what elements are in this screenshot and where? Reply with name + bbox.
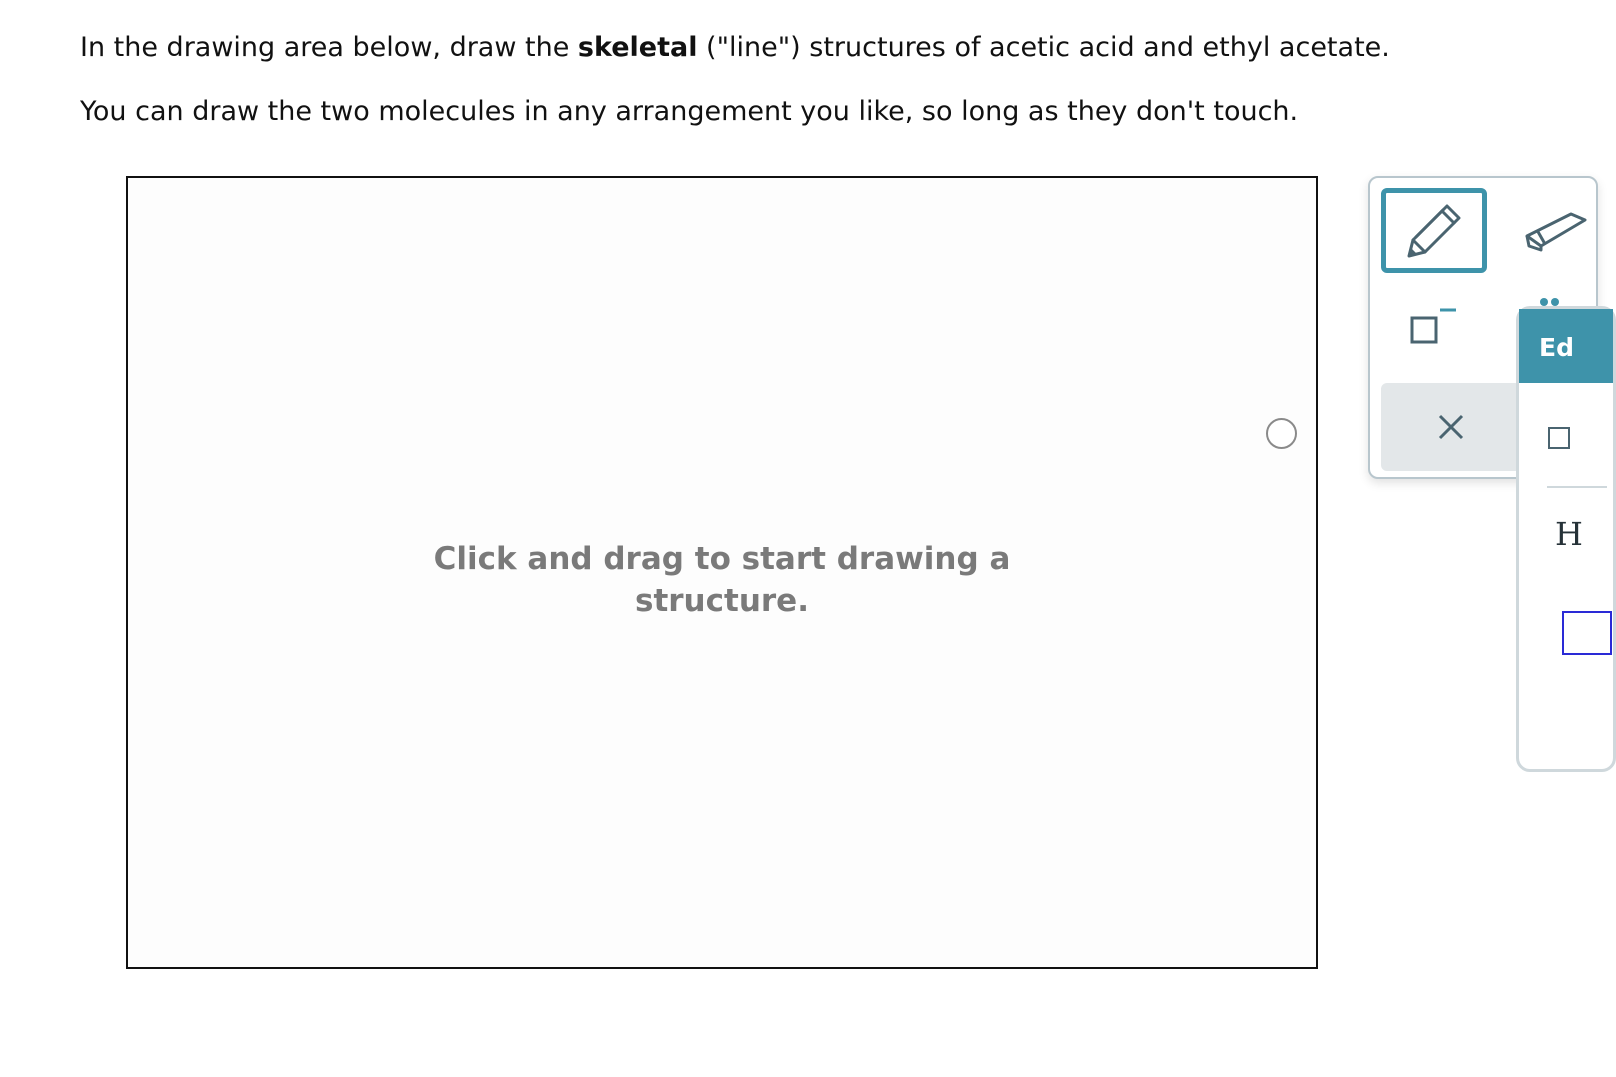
instruction-line-2: You can draw the two molecules in any arrangement you like, so long as they don't touch. bbox=[80, 96, 1299, 127]
element-input[interactable] bbox=[1562, 611, 1612, 655]
charge-tool-button[interactable] bbox=[1398, 296, 1468, 356]
instruction-bold-term: skeletal bbox=[577, 32, 698, 63]
clear-button[interactable] bbox=[1381, 383, 1521, 471]
close-icon bbox=[1436, 412, 1466, 442]
instruction-line-1 bbox=[80, 32, 1390, 63]
placeholder-line: Click and drag to start drawing a bbox=[433, 541, 1011, 577]
more-options-icon[interactable] bbox=[1535, 296, 1565, 306]
instruction-text: In the drawing area below, draw the bbox=[80, 32, 578, 63]
element-label: H bbox=[1555, 515, 1583, 553]
edit-side-panel bbox=[1516, 306, 1616, 772]
panel-checkbox[interactable] bbox=[1548, 427, 1570, 449]
charge-icon bbox=[1398, 296, 1468, 356]
pencil-icon bbox=[1403, 200, 1465, 262]
placeholder-line: structure. bbox=[635, 583, 809, 619]
atom-cursor-ring-icon bbox=[1266, 418, 1297, 449]
pencil-tool-button[interactable] bbox=[1381, 188, 1487, 273]
panel-divider bbox=[1547, 486, 1607, 488]
edit-tab[interactable]: Ed bbox=[1519, 309, 1613, 383]
drawing-canvas[interactable] bbox=[126, 176, 1318, 969]
eraser-tool-button[interactable] bbox=[1515, 196, 1585, 266]
eraser-icon bbox=[1515, 196, 1585, 266]
canvas-placeholder bbox=[128, 538, 1316, 622]
instruction-text: ("line") structures of acetic acid and ethyl acetate. bbox=[697, 32, 1390, 63]
